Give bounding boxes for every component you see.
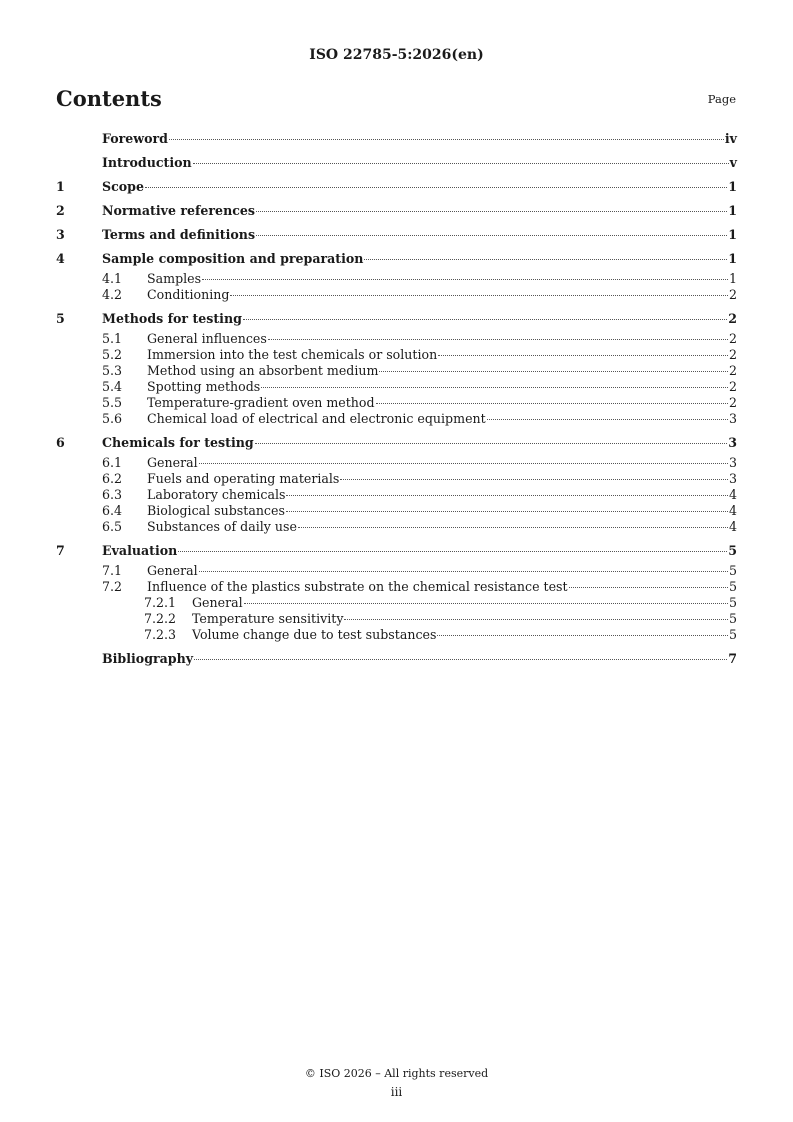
toc-dot-leader	[340, 479, 728, 480]
toc-dot-leader	[376, 403, 728, 404]
toc-dot-leader	[364, 259, 727, 260]
toc-entry-number: 5.2	[102, 347, 123, 362]
toc-dot-leader	[256, 211, 727, 212]
toc-entry-title[interactable]: Evaluation	[102, 543, 178, 558]
toc-entry[interactable]	[56, 175, 737, 199]
toc-dot-leader	[569, 587, 728, 588]
toc-entry[interactable]	[56, 199, 737, 223]
toc-entry-number: 5.4	[102, 379, 123, 394]
toc-entry-page[interactable]: 2	[728, 311, 737, 326]
toc-entry-page[interactable]: 5	[728, 595, 737, 610]
toc-entry[interactable]	[56, 431, 737, 455]
toc-entry-title[interactable]: Method using an absorbent medium	[147, 363, 379, 378]
toc-entry-page[interactable]: 2	[728, 347, 737, 362]
toc-dot-leader	[178, 551, 727, 552]
toc-entry-title[interactable]: General influences	[147, 331, 267, 346]
toc-entry-title[interactable]: Volume change due to test substances	[192, 627, 437, 642]
toc-entry-page[interactable]: 5	[728, 563, 737, 578]
toc-entry-number: 5.6	[102, 411, 123, 426]
page-column-label: Page	[707, 92, 736, 106]
toc-entry[interactable]	[56, 331, 737, 347]
toc-entry-title[interactable]: Temperature-gradient oven method	[147, 395, 375, 410]
toc-entry-page[interactable]: 1	[728, 271, 737, 286]
toc-entry[interactable]	[56, 287, 737, 303]
toc-entry-page[interactable]: 2	[728, 379, 737, 394]
toc-entry-number: 5.5	[102, 395, 123, 410]
toc-entry[interactable]	[56, 579, 737, 595]
toc-entry-number: 7	[56, 543, 65, 558]
toc-entry-title[interactable]: General	[192, 595, 243, 610]
toc-dot-leader	[438, 355, 728, 356]
toc-entry-number: 6	[56, 435, 65, 450]
toc-entry-page[interactable]: 1	[728, 203, 737, 218]
toc-entry-number: 1	[56, 179, 65, 194]
toc-entry-page[interactable]: 4	[728, 503, 737, 518]
toc-entry-page[interactable]: 4	[728, 519, 737, 534]
toc-dot-leader	[344, 619, 728, 620]
toc-entry-number: 6.4	[102, 503, 123, 518]
toc-entry-title[interactable]: Introduction	[102, 155, 192, 170]
toc-dot-leader	[199, 463, 728, 464]
toc-entry-page[interactable]: 1	[728, 251, 737, 266]
toc-entry-page[interactable]: 1	[728, 227, 737, 242]
toc-entry[interactable]	[56, 563, 737, 579]
toc-entry-page[interactable]: 3	[728, 435, 737, 450]
toc-dot-leader	[261, 387, 728, 388]
toc-entry-page[interactable]: 3	[728, 455, 737, 470]
toc-entry-number: 7.1	[102, 563, 123, 578]
toc-dot-leader	[244, 603, 728, 604]
toc-entry-number: 7.2.3	[144, 627, 177, 642]
toc-dot-leader	[286, 495, 728, 496]
toc-entry-title[interactable]: Foreword	[102, 131, 168, 146]
toc-dot-leader	[286, 511, 728, 512]
toc-entry-number: 7.2.2	[144, 611, 177, 626]
toc-entry-title[interactable]: Scope	[102, 179, 144, 194]
toc-entry[interactable]	[56, 487, 737, 503]
toc-entry[interactable]	[56, 627, 737, 643]
toc-entry[interactable]	[56, 411, 737, 427]
toc-entry-page[interactable]: v	[729, 155, 737, 170]
toc-entry-number: 4.2	[102, 287, 123, 302]
toc-entry[interactable]	[56, 611, 737, 627]
toc-entry-title[interactable]: General	[147, 455, 198, 470]
toc-entry-number: 6.1	[102, 455, 123, 470]
toc-entry-number: 6.3	[102, 487, 123, 502]
page-number: iii	[390, 1085, 403, 1099]
toc-entry[interactable]	[56, 503, 737, 519]
toc-entry-title[interactable]: Terms and definitions	[102, 227, 256, 242]
toc-dot-leader	[437, 635, 728, 636]
toc-entry-number: 5	[56, 311, 65, 326]
toc-dot-leader	[230, 295, 728, 296]
toc-dot-leader	[202, 279, 728, 280]
toc-entry-page[interactable]: 2	[728, 363, 737, 378]
contents-title: Contents	[56, 86, 162, 111]
toc-entry[interactable]	[56, 595, 737, 611]
toc-entry[interactable]	[56, 307, 737, 331]
toc-dot-leader	[268, 339, 728, 340]
toc-entry-page[interactable]: 5	[728, 579, 737, 594]
toc-dot-leader	[255, 443, 728, 444]
toc-entry-title[interactable]: Temperature sensitivity	[192, 611, 344, 626]
toc-entry-title[interactable]: Influence of the plastics substrate on the chemical resistance test	[147, 579, 568, 594]
toc-entry-number: 7.2	[102, 579, 123, 594]
toc-entry-number: 7.2.1	[144, 595, 177, 610]
toc-entry-title[interactable]: Conditioning	[147, 287, 230, 302]
toc-dot-leader	[194, 659, 727, 660]
toc-entry-number: 6.5	[102, 519, 123, 534]
toc-entry[interactable]	[56, 379, 737, 395]
toc-entry-number: 2	[56, 203, 65, 218]
toc-entry-title[interactable]: Substances of daily use	[147, 519, 297, 534]
toc-entry-title[interactable]: Immersion into the test chemicals or solution	[147, 347, 438, 362]
toc-entry[interactable]	[56, 647, 737, 671]
document-id: ISO 22785-5:2026(en)	[309, 47, 484, 63]
toc-entry-title[interactable]: General	[147, 563, 198, 578]
toc-entry[interactable]	[56, 127, 737, 151]
toc-entry-title[interactable]: Samples	[147, 271, 202, 286]
toc-entry[interactable]	[56, 271, 737, 287]
toc-dot-leader	[379, 371, 728, 372]
toc-entry-number: 4	[56, 251, 65, 266]
toc-entry-number: 3	[56, 227, 65, 242]
toc-entry[interactable]	[56, 395, 737, 411]
toc-dot-leader	[298, 527, 728, 528]
toc-dot-leader	[256, 235, 727, 236]
toc-dot-leader	[487, 419, 728, 420]
toc-entry-title[interactable]: Fuels and operating materials	[147, 471, 340, 486]
toc-entry[interactable]	[56, 151, 737, 175]
toc-entry-number: 4.1	[102, 271, 123, 286]
toc-entry-page[interactable]: 4	[728, 487, 737, 502]
toc-entry-title[interactable]: Spotting methods	[147, 379, 261, 394]
toc-entry-title[interactable]: Normative references	[102, 203, 256, 218]
toc-entry-number: 5.3	[102, 363, 123, 378]
toc-entry-number: 6.2	[102, 471, 123, 486]
toc-entry[interactable]	[56, 347, 737, 363]
toc-entry[interactable]	[56, 363, 737, 379]
toc-dot-leader	[169, 139, 724, 140]
toc-entry-title[interactable]: Chemicals for testing	[102, 435, 254, 450]
toc-entry-title[interactable]: Bibliography	[102, 651, 194, 666]
toc-entry-title[interactable]: Chemical load of electrical and electronic equipment	[147, 411, 486, 426]
toc-entry-page[interactable]: 7	[728, 651, 737, 666]
toc-entry-page[interactable]: 1	[728, 179, 737, 194]
toc-entry-page[interactable]: 5	[728, 611, 737, 626]
toc-entry[interactable]	[56, 223, 737, 247]
toc-entry-title[interactable]: Laboratory chemicals	[147, 487, 286, 502]
toc-entry-page[interactable]: 5	[728, 627, 737, 642]
toc-dot-leader	[145, 187, 727, 188]
toc-entry-title[interactable]: Methods for testing	[102, 311, 242, 326]
toc-entry-page[interactable]: 2	[728, 331, 737, 346]
toc-dot-leader	[199, 571, 728, 572]
toc-entry-page[interactable]: 3	[728, 411, 737, 426]
toc-entry[interactable]	[56, 539, 737, 563]
toc-entry-title[interactable]: Sample composition and preparation	[102, 251, 364, 266]
copyright-notice: © ISO 2026 – All rights reserved	[304, 1067, 489, 1080]
toc-entry[interactable]	[56, 471, 737, 487]
toc-entry[interactable]	[56, 519, 737, 535]
toc-entry-page[interactable]: 2	[728, 287, 737, 302]
toc-dot-leader	[193, 163, 729, 164]
toc-entry[interactable]	[56, 247, 737, 271]
toc-entry-page[interactable]: 2	[728, 395, 737, 410]
toc-entry[interactable]	[56, 455, 737, 471]
toc-entry-number: 5.1	[102, 331, 123, 346]
toc-dot-leader	[243, 319, 727, 320]
toc-entry-title[interactable]: Biological substances	[147, 503, 285, 518]
toc-entry-page[interactable]: iv	[724, 131, 737, 146]
table-of-contents	[56, 127, 737, 671]
toc-entry-page[interactable]: 3	[728, 471, 737, 486]
toc-entry-page[interactable]: 5	[728, 543, 737, 558]
